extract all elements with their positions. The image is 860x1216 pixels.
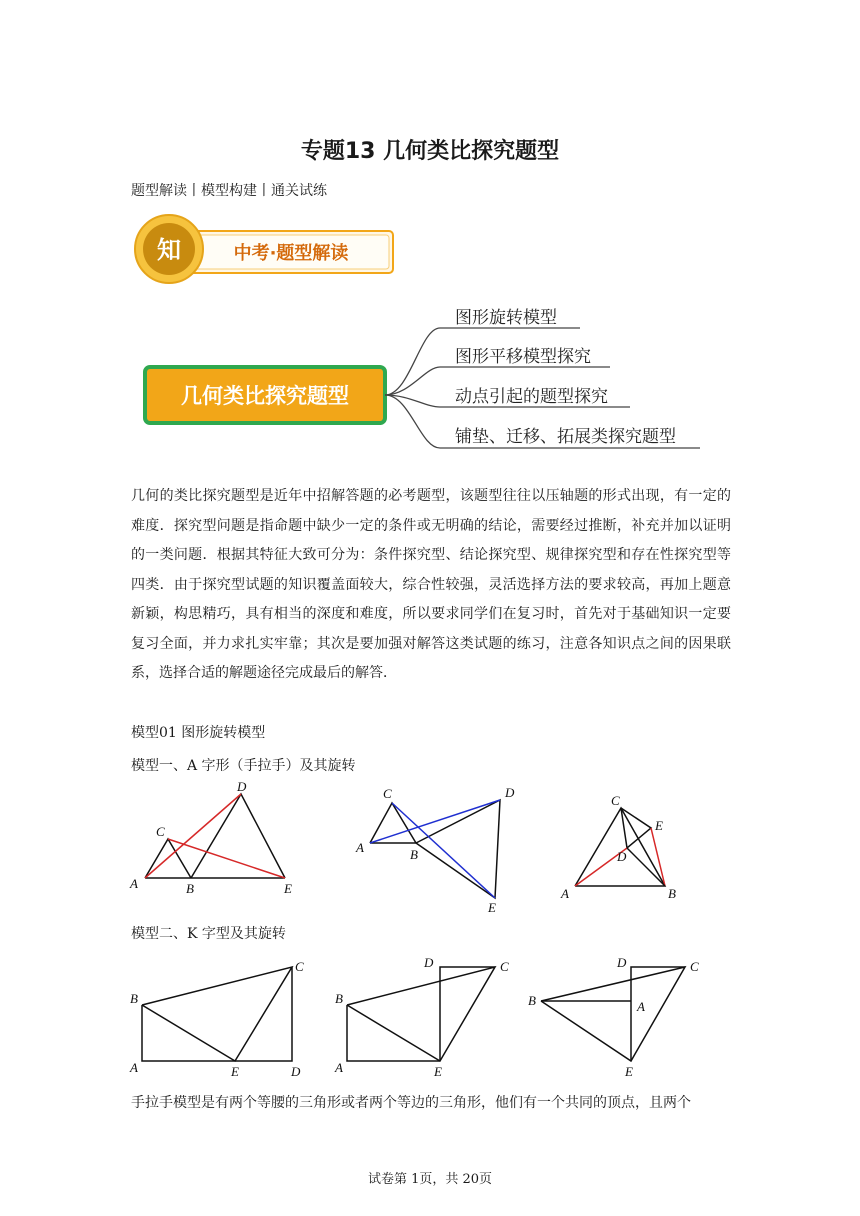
vertex-label: A: [335, 1060, 343, 1075]
figure-k-shape-3: [525, 955, 715, 1080]
vertex-label: D: [617, 955, 627, 970]
vertex-label: D: [237, 780, 247, 794]
mindmap-diagram: [140, 290, 720, 470]
vertex-label: A: [561, 886, 569, 901]
vertex-label: B: [668, 886, 676, 901]
vertex-label: B: [186, 881, 194, 896]
mindmap-branch-3: 动点引起的题型探究: [455, 387, 608, 407]
vertex-label: C: [295, 959, 304, 974]
vertex-label: D: [291, 1064, 301, 1079]
vertex-label: E: [625, 1064, 633, 1079]
vertex-label: E: [434, 1064, 442, 1079]
vertex-label: E: [231, 1064, 239, 1079]
vertex-label: C: [611, 793, 620, 808]
figure-a-shape-3: [555, 790, 695, 905]
vertex-label: B: [335, 991, 343, 1006]
closing-text: 手拉手模型是有两个等腰的三角形或者两个等边的三角形，他们有一个共同的顶点，且两个: [131, 1095, 691, 1111]
vertex-label: B: [130, 991, 138, 1006]
vertex-label: E: [284, 881, 292, 896]
vertex-label: A: [637, 999, 645, 1014]
vertex-label: C: [383, 786, 392, 801]
vertex-label: A: [130, 876, 138, 891]
vertex-label: C: [690, 959, 699, 974]
vertex-label: C: [500, 959, 509, 974]
model1-heading: 模型一、A 字形（手拉手）及其旋转: [131, 758, 356, 774]
intro-paragraph: 几何的类比探究题型是近年中招解答题的必考题型，该题型往往以压轴题的形式出现，有一定的难度．探究型问题是指命题中缺少一定的条件或无明确的结论，需要经过推断，补充并加以证明的一类问题．根据其特征大致可分为：条件探究型、结论探究型、规律探究型和存在性探究型等四类．由于探究型试题的知识覆盖面较大，综合性较强，灵活选择方法的要求较高，再加上题意新颖，构思精巧，具有相当的深度和难度，所以要求同学们在复习时，首先对于基础知识一定要复习全面，并力求扎实牢靠；其次是要加强对解答这类试题的练习，注意各知识点之间的因果联系，选择合适的解题途径完成最后的解答．: [131, 488, 731, 681]
mindmap-root: 几何类比探究题型: [181, 384, 349, 408]
subnav-text: 题型解读丨模型构建丨通关试练: [131, 183, 327, 199]
banner-ribbon-text: 中考·题型解读: [233, 243, 349, 264]
vertex-label: D: [617, 849, 627, 864]
vertex-label: D: [424, 955, 434, 970]
page-title: 专题13 几何类比探究题型: [300, 139, 560, 164]
vertex-label: D: [505, 785, 515, 800]
figure-a-shape-2: [350, 780, 530, 915]
mindmap-branch-1: 图形旋转模型: [455, 308, 557, 328]
page-footer: 试卷第 1页，共 20页: [367, 1172, 493, 1187]
banner-circle-char: 知: [157, 236, 181, 264]
mindmap-branch-4: 铺垫、迁移、拓展类探究题型: [455, 427, 676, 447]
mindmap-branch-2: 图形平移模型探究: [455, 347, 591, 367]
vertex-label: E: [488, 900, 496, 915]
vertex-label: B: [528, 993, 536, 1008]
model01-heading: 模型01 图形旋转模型: [131, 725, 266, 741]
vertex-label: E: [655, 818, 663, 833]
vertex-label: B: [410, 847, 418, 862]
vertex-label: A: [356, 840, 364, 855]
model2-heading: 模型二、K 字型及其旋转: [131, 926, 286, 942]
figure-k-shape-1: [125, 955, 315, 1080]
figure-a-shape-1: [125, 780, 310, 900]
figure-k-shape-2: [330, 955, 520, 1080]
vertex-label: A: [130, 1060, 138, 1075]
section-banner: [131, 205, 401, 287]
vertex-label: C: [156, 824, 165, 839]
